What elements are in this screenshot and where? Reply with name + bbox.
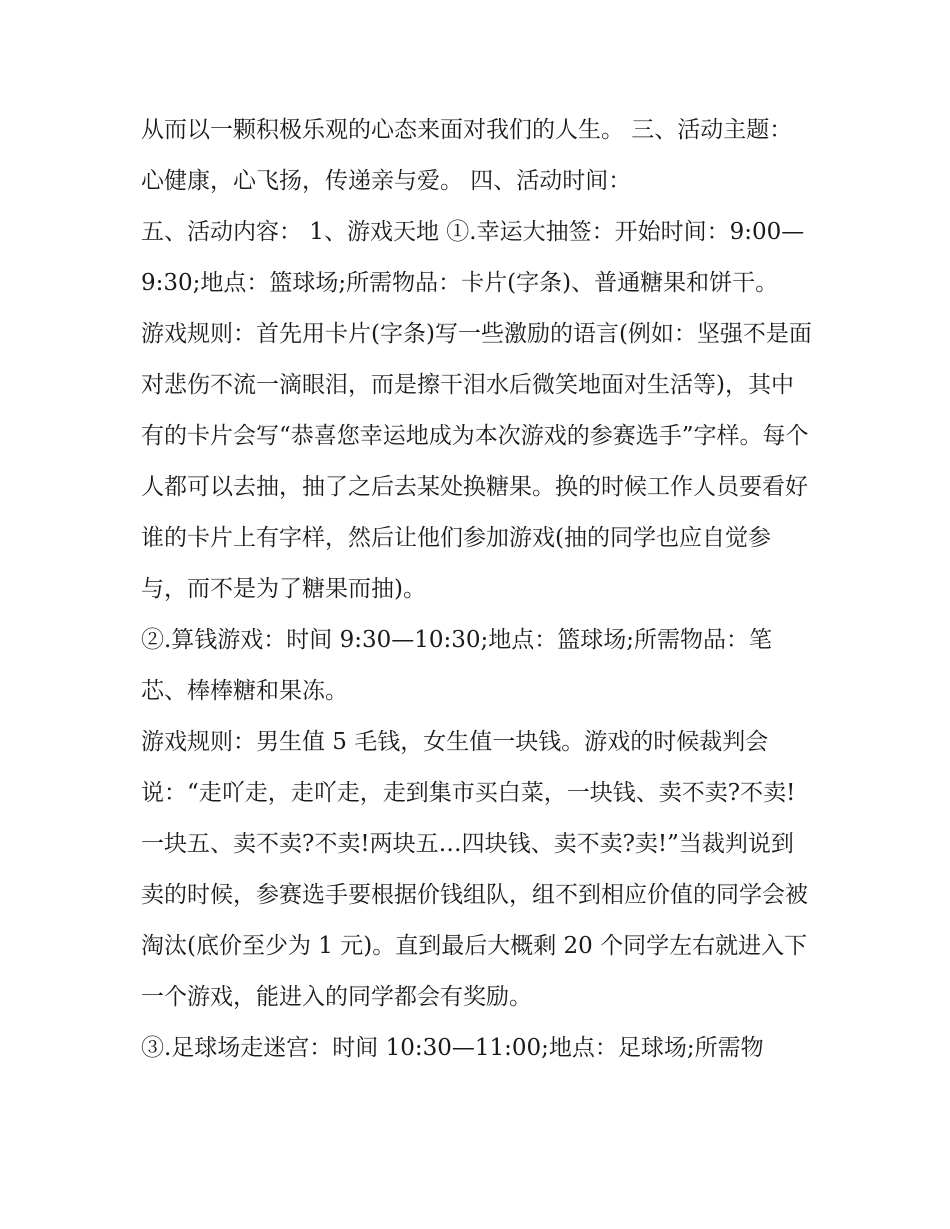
paragraph-activity-lucky-draw: 五、活动内容： 1、游戏天地 ①.幸运大抽签：开始时间：9:00—9:30;地点：篮球场;所需物品：卡片(字条)、普通糖果和饼干。 <box>141 219 805 296</box>
paragraph-lucky-draw-rules: 游戏规则：首先用卡片(字条)写一些激励的语言(例如：坚强不是面对悲伤不流一滴眼泪，而是擦干泪水后微笑地面对生活等)，其中有的卡片会写“恭喜您幸运地成为本次游戏的参赛选手”字样。每个人都可以去抽，抽了之后去某处换糖果。换的时候工作人员要看好谁的卡片上有字样，然后让他们参加游戏(抽的同学也应自觉参与，而不是为了糖果而抽)。 <box>141 321 812 602</box>
document-body <box>141 105 813 1074</box>
paragraph-maze-game: ③.足球场走迷宫：时间 10:30—11:00;地点：足球场;所需物 <box>141 1035 764 1061</box>
paragraph-money-game-rules: 游戏规则：男生值 5 毛钱，女生值一块钱。游戏的时候裁判会说：“走吖走，走吖走，走到集市买白菜，一块钱、卖不卖?不卖!一块五、卖不卖?不卖!两块五…四块钱、卖不卖?卖!”当裁判说到卖的时候，参赛选手要根据价钱组队，组不到相应价值的同学会被淘汰(底价至少为 1 元)。直到最后大概剩 20 个同学左右就进入下一个游戏，能进入的同学都会有奖励。 <box>141 729 808 1010</box>
paragraph-money-game: ②.算钱游戏：时间 9:30—10:30;地点：篮球场;所需物品：笔芯、棒棒糖和果冻。 <box>141 627 773 704</box>
paragraph-intro-theme-time: 从而以一颗积极乐观的心态来面对我们的人生。 三、活动主题：心健康，心飞扬，传递亲与爱。 四、活动时间： <box>141 117 793 194</box>
